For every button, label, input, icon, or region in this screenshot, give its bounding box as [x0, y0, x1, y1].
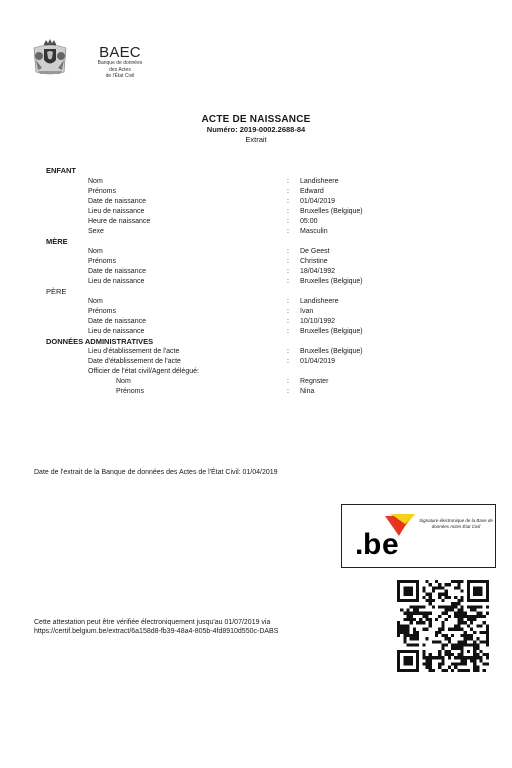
- field-row: [0, 247, 512, 257]
- field-separator: :: [287, 258, 289, 265]
- field-row: [0, 317, 512, 327]
- field-separator: :: [287, 228, 289, 235]
- svg-text:b: b: [363, 528, 382, 561]
- field-label: Date d'établissement de l'acte: [88, 358, 181, 365]
- field-separator: :: [287, 318, 289, 325]
- field-separator: :: [287, 208, 289, 215]
- field-row: [0, 257, 512, 267]
- field-separator: :: [287, 358, 289, 365]
- field-separator: :: [287, 278, 289, 285]
- be-logo-icon: [351, 510, 417, 564]
- field-row: [0, 297, 512, 307]
- field-separator: :: [287, 198, 289, 205]
- field-value: 18/04/1992: [300, 268, 336, 275]
- organization-name-line: de l'État Civil: [105, 73, 135, 79]
- field-value: Bruxelles (Belgique): [300, 328, 363, 335]
- field-row: [0, 187, 512, 197]
- extract-date: Date de l'extrait de la Banque de données des Actes de l'État Civil: 01/04/2019: [34, 469, 278, 476]
- field-label: Lieu de naissance: [88, 208, 145, 215]
- field-value: Landisheere: [300, 298, 339, 305]
- electronic-signature-box: [341, 504, 496, 568]
- field-value: De Geest: [300, 248, 330, 255]
- field-label: Nom: [88, 298, 103, 305]
- field-value: Bruxelles (Belgique): [300, 208, 363, 215]
- field-row: [0, 197, 512, 207]
- field-row: [0, 357, 512, 367]
- qr-code-icon: [397, 580, 489, 672]
- field-row: [0, 207, 512, 217]
- document-type: Extrait: [245, 135, 267, 144]
- field-label: Nom: [88, 178, 103, 185]
- svg-text:.: .: [355, 528, 364, 561]
- field-value: Regnster: [300, 378, 329, 385]
- field-separator: :: [287, 218, 289, 225]
- field-label: Heure de naissance: [88, 218, 151, 225]
- field-row: [0, 367, 512, 377]
- field-value: 01/04/2019: [300, 358, 336, 365]
- field-value: 10/10/1992: [300, 318, 336, 325]
- field-value: Ivan: [300, 308, 314, 315]
- field-label: Prénoms: [88, 308, 117, 315]
- field-value: Bruxelles (Belgique): [300, 278, 363, 285]
- field-label: Date de naissance: [88, 318, 146, 325]
- field-separator: :: [287, 388, 289, 395]
- field-label: Prénoms: [88, 258, 117, 265]
- field-separator: :: [287, 188, 289, 195]
- field-row: [0, 347, 512, 357]
- field-row: [0, 387, 512, 397]
- field-row: [0, 217, 512, 227]
- field-row: [0, 327, 512, 337]
- field-value: Edward: [300, 188, 324, 195]
- field-value: 01/04/2019: [300, 198, 336, 205]
- field-value: Bruxelles (Belgique): [300, 348, 363, 355]
- field-label: Date de naissance: [88, 268, 146, 275]
- field-label: Prénoms: [88, 188, 117, 195]
- verification-text: Cette attestation peut être vérifiée électroniquement jusqu'au 01/07/2019 via: [34, 619, 271, 626]
- document-title: ACTE DE NAISSANCE: [201, 114, 311, 125]
- verification-url[interactable]: https://certif.belgium.be/extract/6a158d8-fb39-48a4-805b-4fd8910d550c-DABS: [34, 628, 279, 635]
- section-heading-admin: DONNÉES ADMINISTRATIVES: [46, 337, 154, 346]
- field-value: Christine: [300, 258, 328, 265]
- field-separator: :: [287, 248, 289, 255]
- field-row: [0, 277, 512, 287]
- field-label: Lieu d'établissement de l'acte: [88, 348, 180, 355]
- field-separator: :: [287, 328, 289, 335]
- field-row: [0, 377, 512, 387]
- field-label: Nom: [88, 248, 103, 255]
- signature-caption: Signature électronique de la Base de données Actes État Civil: [419, 518, 493, 529]
- organization-name-line: Banque de données: [97, 60, 143, 66]
- field-label: Sexe: [88, 228, 104, 235]
- field-value: Masculin: [300, 228, 328, 235]
- field-value: 05:00: [300, 218, 318, 225]
- field-label: Prénoms: [116, 388, 145, 395]
- field-label: Lieu de naissance: [88, 328, 145, 335]
- field-separator: :: [287, 298, 289, 305]
- document-number: Numéro: 2019-0002.2688-84: [206, 125, 306, 134]
- section-heading-pere: PÈRE: [46, 287, 67, 296]
- field-label: Nom: [116, 378, 131, 385]
- svg-text:e: e: [382, 528, 399, 561]
- field-separator: :: [287, 308, 289, 315]
- section-heading-mere: MÈRE: [46, 237, 68, 246]
- field-value: Landisheere: [300, 178, 339, 185]
- field-row: [0, 227, 512, 237]
- field-separator: :: [287, 348, 289, 355]
- coat-of-arms-icon: [30, 38, 70, 78]
- organization-name-line: des Actes: [109, 66, 131, 73]
- field-label: Date de naissance: [88, 198, 146, 205]
- field-row: [0, 177, 512, 187]
- field-row: [0, 307, 512, 317]
- field-separator: :: [287, 378, 289, 385]
- field-row: [0, 267, 512, 277]
- field-separator: :: [287, 178, 289, 185]
- field-label: Lieu de naissance: [88, 278, 145, 285]
- field-label: Officier de l'état civil/Agent délégué:: [88, 368, 199, 375]
- field-separator: :: [287, 268, 289, 275]
- field-value: Nina: [300, 388, 315, 395]
- section-heading-enfant: ENFANT: [46, 166, 76, 175]
- organization-abbreviation: BAEC: [99, 44, 141, 61]
